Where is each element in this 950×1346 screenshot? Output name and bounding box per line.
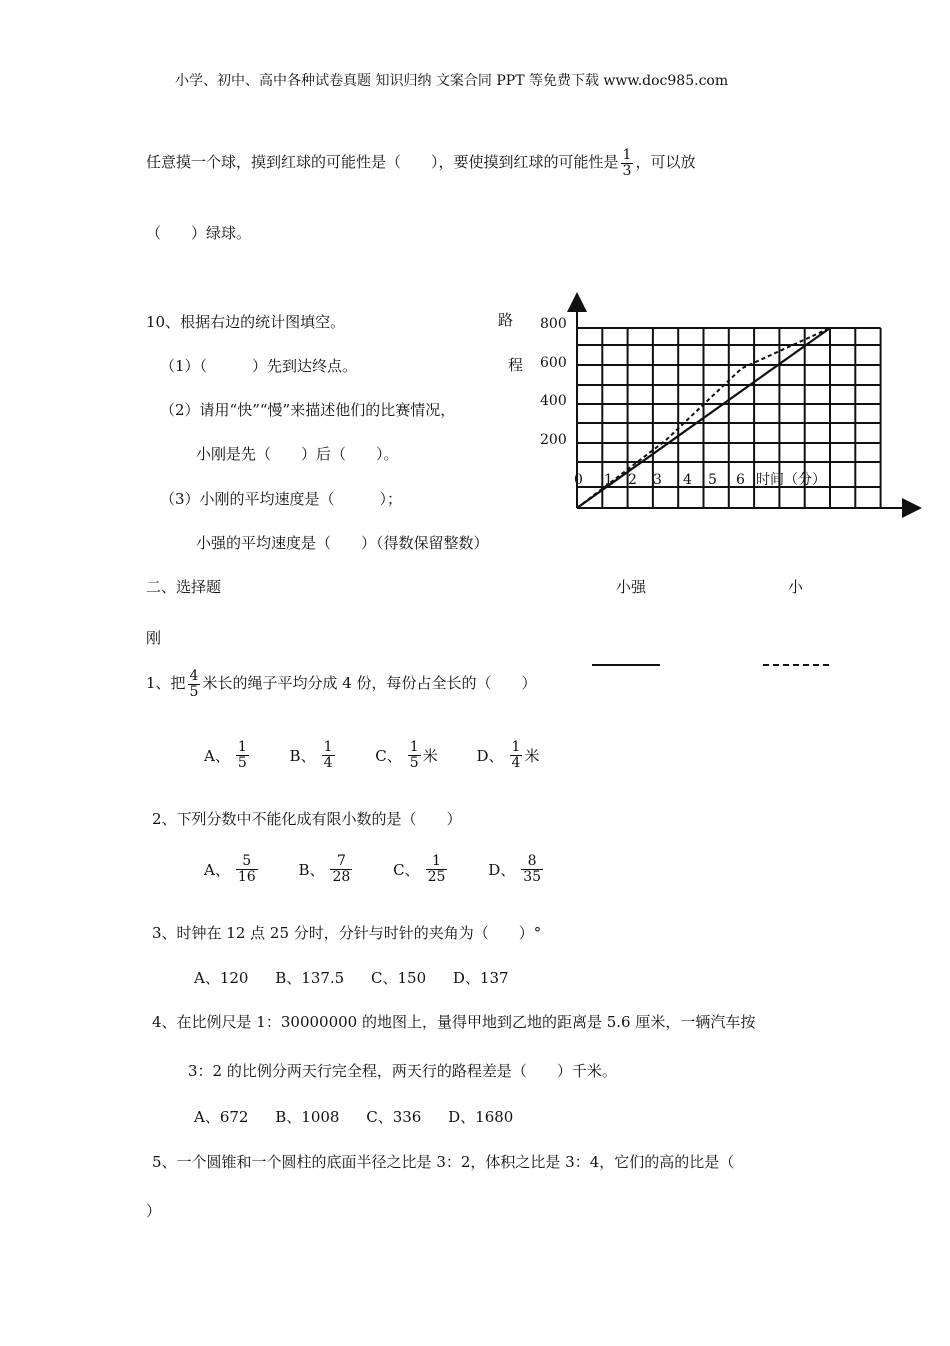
q9-text-a: 任意摸一个球，摸到红球的可能性是（ ），要使摸到红球的可能性是 (146, 153, 619, 172)
page-header: 小学、初中、高中各种试卷真题 知识归纳 文案合同 PPT 等免费下载 www.doc985.com (175, 73, 729, 89)
q4-stem: 4、在比例尺是 1：30000000 的地图上，量得甲地到乙地的距离是 5.6 厘米，一辆汽车按 (152, 1013, 756, 1031)
legend-xiaogang-label-b: 刚 (146, 629, 162, 647)
q10-part1: （1）（ ）先到达终点。 (160, 357, 358, 375)
y-tick-200: 200 (540, 432, 567, 448)
q4-option-c[interactable]: C、336 (366, 1108, 422, 1126)
x-tick-1: 1 (604, 472, 613, 488)
q2-stem: 2、下列分数中不能化成有限小数的是（ ） (152, 810, 462, 828)
section2-title: 二、选择题 (146, 578, 222, 596)
x-axis-label: 时间（分） (756, 472, 826, 488)
q3-option-d[interactable]: D、137 (452, 969, 509, 987)
q1-option-c[interactable]: C、 $\frac{1}{5}$ 米 (375, 739, 438, 771)
q10-part2: （2）请用“快”“慢”来描述他们的比赛情况， (160, 401, 456, 419)
q3-option-b[interactable]: B、137.5 (275, 969, 345, 987)
q9-line1 (146, 148, 695, 178)
q3-option-c[interactable]: C、150 (371, 969, 427, 987)
legend-xiaoqiang-label: 小强 (616, 578, 647, 596)
q10-part2b: 小刚是先（ ）后（ ）。 (196, 445, 399, 463)
q9-text-b: ，可以放 (635, 153, 696, 172)
q4-options (194, 1106, 547, 1127)
q1-fraction: $\frac{4}{5}$ (189, 668, 199, 700)
legend-xiaogang-label-a: 小 (788, 578, 804, 596)
q3-option-a[interactable]: A、120 (194, 969, 249, 987)
distance-time-chart (480, 290, 930, 590)
legend-xiaoqiang-swatch (592, 664, 660, 666)
q1-option-b[interactable]: B、 $\frac{1}{4}$ (289, 739, 333, 771)
q2-option-c[interactable]: C、 $\frac{1}{25}$ (393, 853, 446, 885)
x-tick-2: 2 (628, 472, 637, 488)
y-tick-800: 800 (540, 316, 567, 332)
q5-stem-2: ） (146, 1202, 162, 1220)
x-tick-3: 3 (653, 472, 662, 488)
q9-fraction: $\frac{1}{3}$ (622, 147, 632, 179)
q3-options (194, 967, 543, 988)
q4-option-d[interactable]: D、1680 (448, 1108, 514, 1126)
y-label-char-2: 程 (508, 356, 524, 374)
q2-option-b[interactable]: B、 $\frac{7}{28}$ (298, 853, 351, 885)
q4-option-b[interactable]: B、1008 (275, 1108, 340, 1126)
x-tick-6: 6 (736, 472, 745, 488)
q1-option-a[interactable]: A、 $\frac{1}{5}$ (204, 739, 247, 771)
q2-option-d[interactable]: D、 $\frac{8}{35}$ (488, 853, 542, 885)
chart-grid (577, 328, 881, 508)
q4-option-a[interactable]: A、672 (194, 1108, 249, 1126)
legend-xiaogang-swatch (763, 664, 829, 666)
q10-title: 10、根据右边的统计图填空。 (146, 313, 346, 331)
q2-option-a[interactable]: A、 $\frac{5}{16}$ (204, 853, 256, 885)
q1-option-d[interactable]: D、 $\frac{1}{4}$ 米 (476, 739, 540, 771)
q4-stem-2: 3：2 的比例分两天行完全程，两天行的路程差是（ ）千米。 (188, 1062, 617, 1080)
q10-part3: （3）小刚的平均速度是（ ）； (160, 490, 403, 508)
y-tick-400: 400 (540, 393, 567, 409)
y-tick-600: 600 (540, 355, 567, 371)
y-label-char-1: 路 (498, 311, 514, 329)
x-tick-4: 4 (683, 472, 692, 488)
q10-part3b: 小强的平均速度是（ ）（得数保留整数） (196, 534, 489, 552)
q1-stem: 1、把 $\frac{4}{5}$ 米长的绳子平均分成 4 份，每份占全长的（ ） (146, 668, 537, 700)
q5-stem: 5、一个圆锥和一个圆柱的底面半径之比是 3：2，体积之比是 3：4，它们的高的比是（ (152, 1153, 735, 1171)
q2-options (204, 854, 579, 884)
q1-options (204, 740, 573, 770)
x-tick-0: 0 (574, 472, 583, 488)
q3-stem: 3、时钟在 12 点 25 分时，分针与时针的夹角为（ ）° (152, 924, 542, 942)
x-tick-5: 5 (708, 472, 717, 488)
q9-line2: （ ）绿球。 (146, 224, 252, 242)
